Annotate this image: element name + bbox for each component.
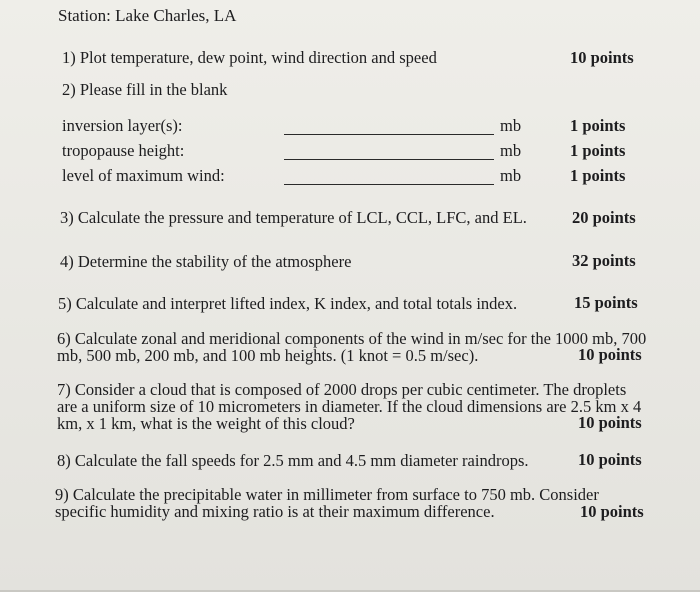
blank-label-tropopause: tropopause height:: [62, 141, 185, 160]
question-7-line-2: are a uniform size of 10 micrometers in diameter. If the cloud dimensions are 2.5 km x 4: [57, 397, 642, 416]
blank-label-max-wind: level of maximum wind:: [62, 166, 225, 185]
question-6-line-2: mb, 500 mb, 200 mb, and 100 mb heights. (1 knot = 0.5 m/sec).: [57, 346, 479, 365]
question-8-text: 8) Calculate the fall speeds for 2.5 mm and 4.5 mm diameter raindrops.: [57, 451, 529, 470]
question-4-points: 32 points: [572, 251, 636, 270]
question-3-points: 20 points: [572, 208, 636, 227]
blank-points-inversion: 1 points: [570, 116, 626, 135]
question-4-text: 4) Determine the stability of the atmosphere: [60, 252, 352, 271]
question-9-line-2: specific humidity and mixing ratio is at their maximum difference.: [55, 502, 495, 521]
question-7-line-1: 7) Consider a cloud that is composed of 2000 drops per cubic centimeter. The droplets: [57, 380, 627, 399]
station-header: Station: Lake Charles, LA: [58, 6, 237, 25]
blank-unit-max-wind: mb: [500, 166, 522, 185]
question-5-text: 5) Calculate and interpret lifted index, K index, and total totals index.: [58, 294, 518, 313]
blank-label-inversion: inversion layer(s):: [62, 116, 183, 135]
answer-blank-inversion[interactable]: [284, 134, 494, 135]
question-8-points: 10 points: [578, 450, 642, 469]
question-1-text: 1) Plot temperature, dew point, wind direction and speed: [62, 48, 437, 67]
question-6-points: 10 points: [578, 345, 642, 364]
question-7-line-3: km, x 1 km, what is the weight of this cloud?: [57, 414, 355, 433]
question-7-points: 10 points: [578, 413, 642, 432]
question-2-text: 2) Please fill in the blank: [62, 80, 228, 99]
blank-unit-tropopause: mb: [500, 141, 522, 160]
answer-blank-max-wind[interactable]: [284, 184, 494, 185]
question-9-line-1: 9) Calculate the precipitable water in millimeter from surface to 750 mb. Consider: [55, 485, 599, 504]
question-1-points: 10 points: [570, 48, 634, 67]
answer-blank-tropopause[interactable]: [284, 159, 494, 160]
blank-unit-inversion: mb: [500, 116, 522, 135]
blank-points-max-wind: 1 points: [570, 166, 626, 185]
question-3-text: 3) Calculate the pressure and temperature of LCL, CCL, LFC, and EL.: [60, 208, 527, 227]
question-5-points: 15 points: [574, 293, 638, 312]
question-6-line-1: 6) Calculate zonal and meridional components of the wind in m/sec for the 1000 mb, 700: [57, 329, 647, 348]
question-9-points: 10 points: [580, 502, 644, 521]
blank-points-tropopause: 1 points: [570, 141, 626, 160]
